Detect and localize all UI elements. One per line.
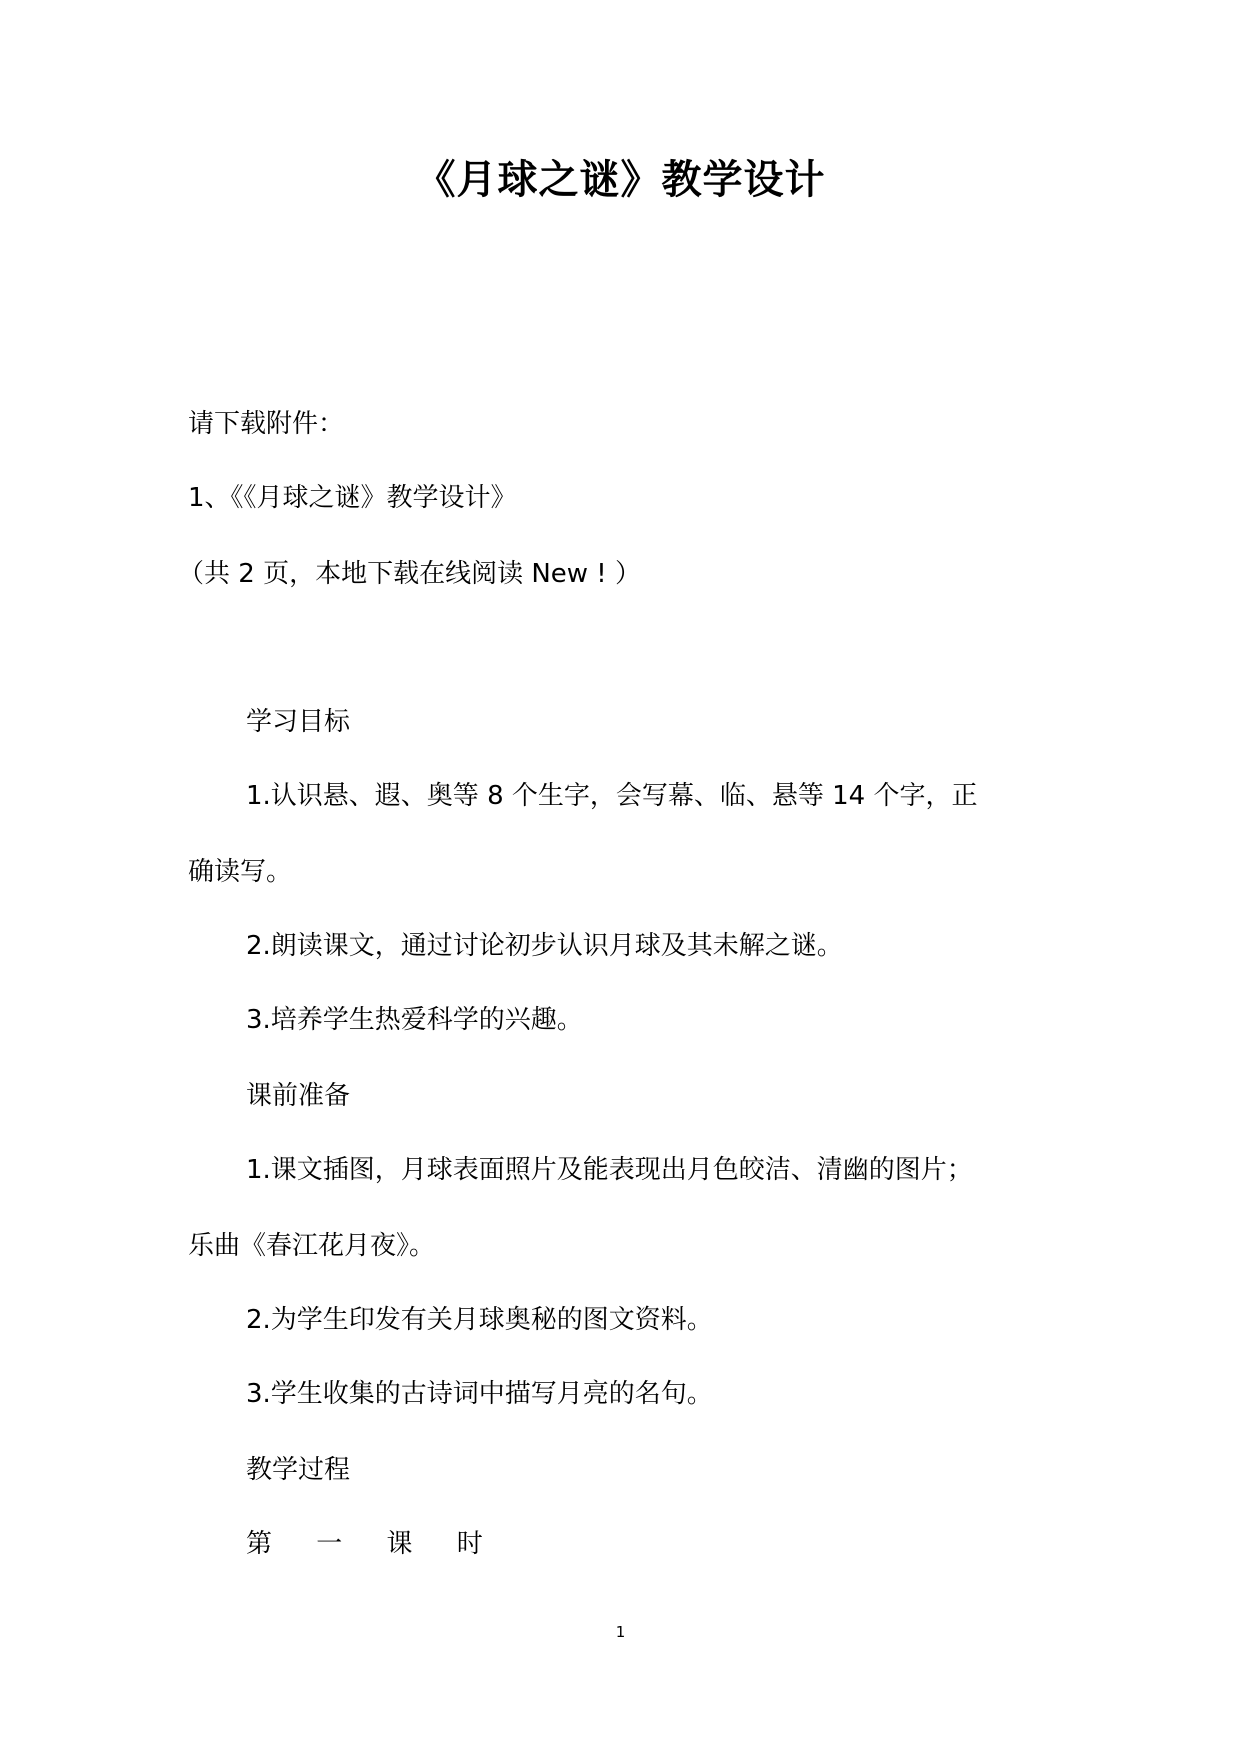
goals-heading: 学习目标	[246, 707, 351, 737]
page-number: 1	[615, 1623, 626, 1641]
prep-item-2: 2.为学生印发有关月球奥秘的图文资料。	[246, 1305, 713, 1335]
goals-item-1-line-1: 1.认识悬、遐、奥等 8 个生字，会写幕、临、悬等 14 个字，正	[246, 781, 978, 811]
attachment-info: （共 2 页，本地下载在线阅读 New ! ）	[178, 559, 641, 589]
attachment-link[interactable]: 1、《《月球之谜》教学设计》	[188, 483, 517, 513]
download-prompt: 请下载附件：	[188, 409, 345, 439]
document-title: 《月球之谜》教学设计	[415, 157, 826, 203]
prep-item-3: 3.学生收集的古诗词中描写月亮的名句。	[246, 1379, 713, 1409]
lesson-label: 第 一 课 时	[246, 1529, 501, 1559]
prep-item-1-line-1: 1.课文插图，月球表面照片及能表现出月色皎洁、清幽的图片；	[246, 1155, 973, 1185]
process-heading: 教学过程	[246, 1455, 351, 1485]
goals-item-2: 2.朗读课文，通过讨论初步认识月球及其未解之谜。	[246, 931, 843, 961]
goals-item-1-line-2: 确读写。	[188, 857, 293, 887]
prep-item-1-line-2: 乐曲《春江花月夜》。	[188, 1231, 436, 1261]
goals-item-3: 3.培养学生热爱科学的兴趣。	[246, 1005, 583, 1035]
prep-heading: 课前准备	[246, 1081, 351, 1111]
